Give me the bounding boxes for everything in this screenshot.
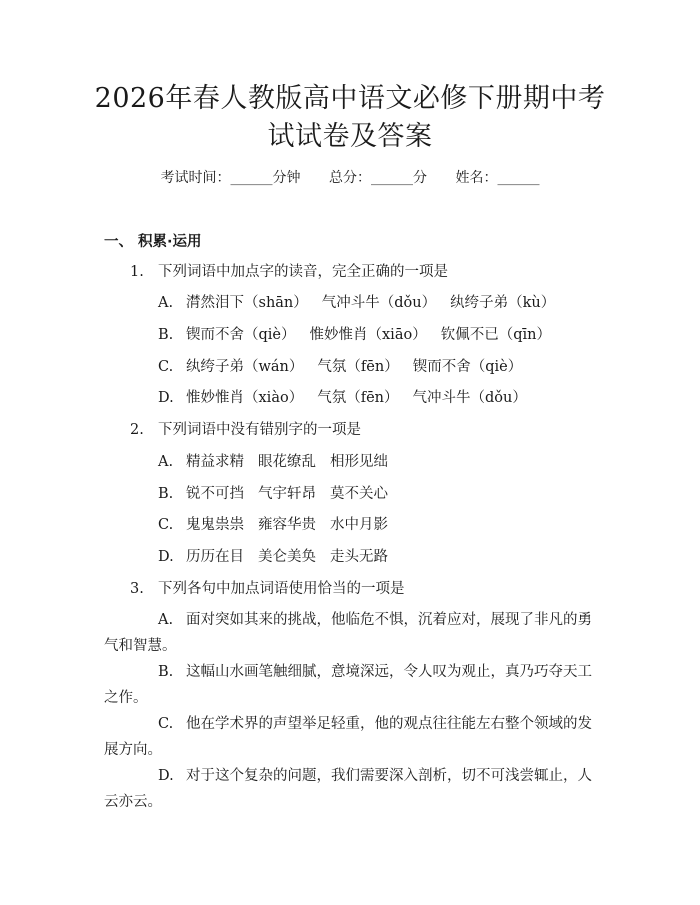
option-item: 相形见绌 [330,454,388,470]
option-letter: A. [158,454,174,470]
option-text: 这幅山水画笔触细腻，意境深远，令人叹为观止，真乃巧夺天工之作。 [104,664,592,706]
page-title: 2026年春人教版高中语文必修下册期中考试试卷及答案 [94,83,606,152]
option-letter: C. [158,716,174,732]
option-3d [104,763,604,815]
option-letter: B. [158,486,174,502]
option-item: 眼花缭乱 [258,454,316,470]
option-letter: D. [158,549,174,565]
option-item: 钦佩不已（qīn） [440,327,551,343]
option-item: 美仑美奂 [258,549,316,565]
option-letter: C. [158,359,174,375]
option-text: 面对突如其来的挑战，他临危不惧，沉着应对，展现了非凡的勇气和智慧。 [104,612,592,654]
option-text: 他在学术界的声望举足轻重，他的观点往往能左右整个领域的发展方向。 [104,716,592,758]
option-1d [158,388,541,408]
option-2b [158,484,402,504]
option-item: 雍容华贵 [258,517,316,533]
option-2c [158,515,402,535]
option-item: 锲而不舍（qiè） [412,359,523,375]
option-item: 锐不可挡 [186,486,244,502]
section-number: 一、 [104,234,133,250]
option-1b [158,325,565,345]
question-number: 3. [130,581,144,597]
option-item: 历历在目 [186,549,244,565]
exam-meta [0,168,700,188]
option-item: 走头无路 [330,549,388,565]
section-label: 积累·运用 [138,234,202,250]
option-item: 纨绔子弟（wán） [186,359,304,375]
option-item: 锲而不舍（qiè） [186,327,296,343]
option-item: 鬼鬼祟祟 [186,517,244,533]
question-number: 2. [130,422,144,438]
option-item: 水中月影 [330,517,388,533]
option-letter: B. [158,327,174,343]
exam-score: 总分：______分 [329,170,427,186]
option-item: 纨绔子弟（kù） [450,295,556,311]
question-3 [130,579,405,599]
option-letter: D. [158,390,174,406]
option-item: 气宇轩昂 [258,486,316,502]
option-3a [104,607,604,659]
option-letter: A. [158,612,174,628]
option-item: 气氛（fēn） [317,390,399,406]
option-item: 气氛（fēn） [317,359,399,375]
option-1c [158,357,536,377]
option-item: 潸然泪下（shān） [186,295,308,311]
question-2 [130,420,361,440]
option-text: 对于这个复杂的问题，我们需要深入剖析，切不可浅尝辄止，人云亦云。 [104,768,592,810]
question-1 [130,262,448,282]
exam-time: 考试时间：______分钟 [160,170,301,186]
section-heading [104,230,202,251]
option-3c [104,711,604,763]
option-item: 气冲斗牛（dǒu） [321,295,437,311]
option-item: 精益求精 [186,454,244,470]
option-item: 惟妙惟肖（xiào） [186,390,304,406]
option-item: 气冲斗牛（dǒu） [412,390,527,406]
option-letter: A. [158,295,174,311]
question-text: 下列词语中没有错别字的一项是 [158,422,361,438]
option-item: 惟妙惟肖（xiāo） [309,327,427,343]
option-2a [158,452,402,472]
question-text: 下列词语中加点字的读音，完全正确的一项是 [158,264,448,280]
student-name: 姓名：______ [455,170,540,186]
option-letter: D. [158,768,174,784]
option-item: 莫不关心 [330,486,388,502]
option-3b [104,659,604,711]
option-2d [158,547,402,567]
question-number: 1. [130,264,144,280]
option-1a [158,293,569,313]
question-text: 下列各句中加点词语使用恰当的一项是 [158,581,405,597]
option-letter: B. [158,664,174,680]
option-letter: C. [158,517,174,533]
